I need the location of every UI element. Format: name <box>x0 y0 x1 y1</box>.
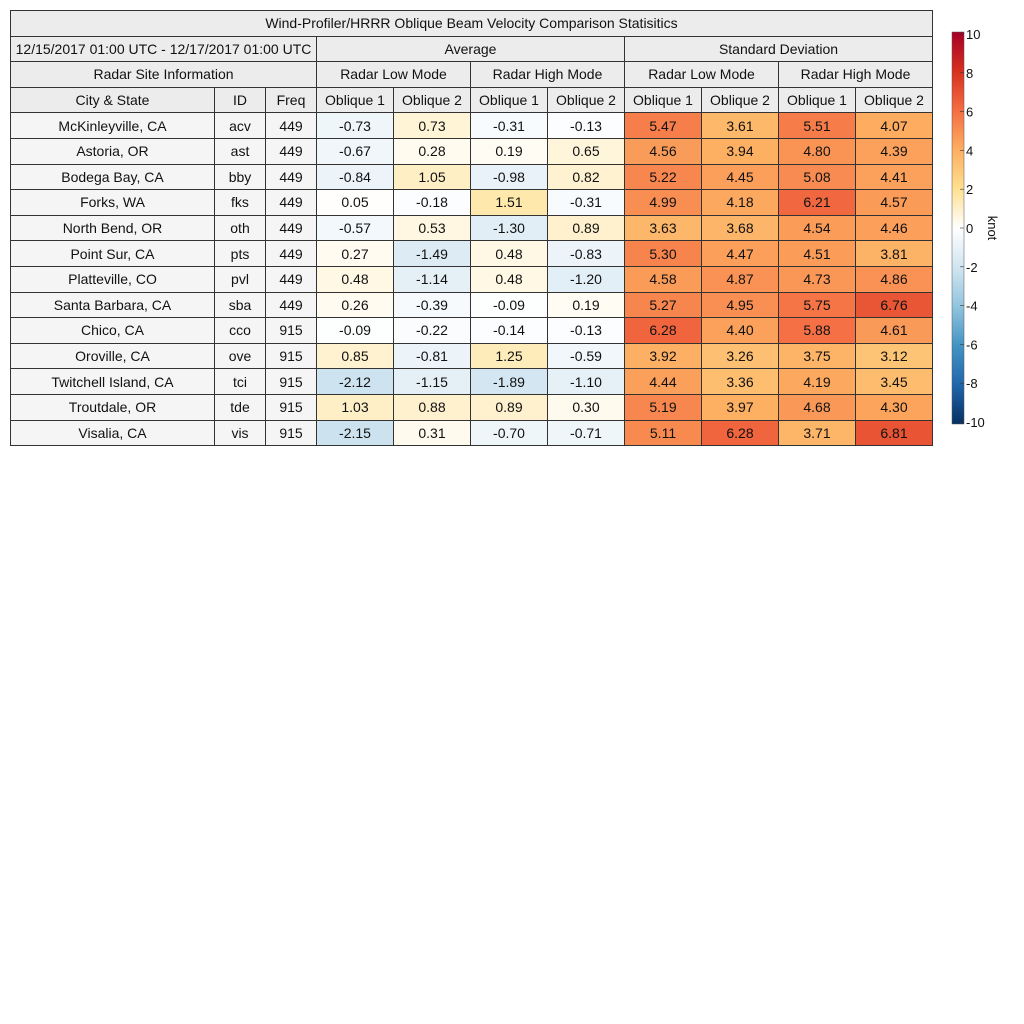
avg-high-oblique-2-value: -0.59 <box>548 343 625 369</box>
sd-low-oblique-2-value: 4.95 <box>702 292 779 318</box>
sd-high-oblique-2-value: 4.07 <box>856 113 933 139</box>
table-row <box>11 241 933 267</box>
city-state-cell: Santa Barbara, CA <box>11 292 215 318</box>
avg-high-oblique-1-value: -0.31 <box>471 113 548 139</box>
sd-low-oblique-2-value: 4.18 <box>702 190 779 216</box>
city-state-cell: North Bend, OR <box>11 215 215 241</box>
table-row <box>11 394 933 420</box>
freq-cell: 449 <box>266 190 317 216</box>
sd-low-oblique-1-value: 5.30 <box>625 241 702 267</box>
city-state-cell: Chico, CA <box>11 318 215 344</box>
sd-high-oblique-1-value: 5.08 <box>779 164 856 190</box>
avg-high-oblique-2-value: 0.82 <box>548 164 625 190</box>
column-header-row <box>11 87 933 113</box>
colorbar-tick-label: 6 <box>966 104 974 120</box>
avg-high-oblique-2-value: -0.13 <box>548 113 625 139</box>
city-state-cell: Bodega Bay, CA <box>11 164 215 190</box>
table-row <box>11 215 933 241</box>
sd-low-oblique-2-value: 3.94 <box>702 138 779 164</box>
city-state-cell: Forks, WA <box>11 190 215 216</box>
avg-high-oblique-2-value: -0.13 <box>548 318 625 344</box>
avg-high-oblique-2-value: 0.89 <box>548 215 625 241</box>
avg-low-oblique-2-value: -0.81 <box>394 343 471 369</box>
sd-low-oblique-2-value: 4.87 <box>702 266 779 292</box>
sd-low-oblique-1-value: 3.63 <box>625 215 702 241</box>
sd-high-oblique-1-value: 6.21 <box>779 190 856 216</box>
period-row <box>11 36 933 62</box>
avg-high-oblique-1-value: -0.09 <box>471 292 548 318</box>
column-header-sd-high-oblique-1: Oblique 1 <box>779 87 856 113</box>
freq-cell: 449 <box>266 292 317 318</box>
avg-low-oblique-2-value: 0.73 <box>394 113 471 139</box>
freq-cell: 915 <box>266 369 317 395</box>
comparison-statistics-table <box>10 10 933 446</box>
freq-cell: 915 <box>266 420 317 446</box>
standard-deviation-header: Standard Deviation <box>625 36 933 62</box>
sd-low-oblique-1-value: 5.19 <box>625 394 702 420</box>
table-row <box>11 190 933 216</box>
sd-low-oblique-1-value: 4.44 <box>625 369 702 395</box>
mode-row <box>11 62 933 88</box>
freq-cell: 915 <box>266 318 317 344</box>
id-cell: pvl <box>215 266 266 292</box>
sd-low-oblique-1-value: 4.58 <box>625 266 702 292</box>
sd-low-oblique-2-value: 3.36 <box>702 369 779 395</box>
table-row <box>11 266 933 292</box>
city-state-cell: Oroville, CA <box>11 343 215 369</box>
colorbar-tick-label: -4 <box>966 298 978 314</box>
id-cell: tde <box>215 394 266 420</box>
avg-low-oblique-2-value: 0.88 <box>394 394 471 420</box>
column-header-id: ID <box>215 87 266 113</box>
column-header-avg-low-oblique-1: Oblique 1 <box>317 87 394 113</box>
avg-low-oblique-1-value: 0.48 <box>317 266 394 292</box>
avg-high-oblique-2-value: 0.19 <box>548 292 625 318</box>
table-row <box>11 343 933 369</box>
id-cell: tci <box>215 369 266 395</box>
avg-high-oblique-1-value: -0.14 <box>471 318 548 344</box>
freq-cell: 449 <box>266 138 317 164</box>
sd-high-oblique-2-value: 6.76 <box>856 292 933 318</box>
id-cell: bby <box>215 164 266 190</box>
stddev-low-mode-header: Radar Low Mode <box>625 62 779 88</box>
title-row <box>11 11 933 37</box>
sd-high-oblique-1-value: 4.68 <box>779 394 856 420</box>
city-state-cell: Twitchell Island, CA <box>11 369 215 395</box>
freq-cell: 449 <box>266 164 317 190</box>
column-header-avg-low-oblique-2: Oblique 2 <box>394 87 471 113</box>
freq-cell: 449 <box>266 113 317 139</box>
city-state-cell: Platteville, CO <box>11 266 215 292</box>
column-header-city-state: City & State <box>11 87 215 113</box>
avg-high-oblique-2-value: 0.65 <box>548 138 625 164</box>
avg-low-oblique-1-value: -0.67 <box>317 138 394 164</box>
avg-high-oblique-1-value: -0.98 <box>471 164 548 190</box>
city-state-cell: Visalia, CA <box>11 420 215 446</box>
colorbar-tick-label: -2 <box>966 259 978 275</box>
avg-low-oblique-2-value: -0.22 <box>394 318 471 344</box>
sd-high-oblique-1-value: 4.51 <box>779 241 856 267</box>
avg-low-oblique-1-value: 0.05 <box>317 190 394 216</box>
column-header-avg-high-oblique-2: Oblique 2 <box>548 87 625 113</box>
average-low-mode-header: Radar Low Mode <box>317 62 471 88</box>
freq-cell: 449 <box>266 241 317 267</box>
colorbar-tick-label: 10 <box>966 27 981 42</box>
avg-low-oblique-1-value: 0.26 <box>317 292 394 318</box>
avg-high-oblique-2-value: -0.83 <box>548 241 625 267</box>
avg-high-oblique-1-value: 0.89 <box>471 394 548 420</box>
id-cell: ove <box>215 343 266 369</box>
column-header-avg-high-oblique-1: Oblique 1 <box>471 87 548 113</box>
sd-high-oblique-1-value: 3.71 <box>779 420 856 446</box>
avg-low-oblique-2-value: 0.53 <box>394 215 471 241</box>
id-cell: sba <box>215 292 266 318</box>
colorbar-tick-label: 8 <box>966 65 974 81</box>
sd-high-oblique-1-value: 5.88 <box>779 318 856 344</box>
sd-high-oblique-2-value: 3.81 <box>856 241 933 267</box>
avg-low-oblique-1-value: -0.84 <box>317 164 394 190</box>
avg-low-oblique-1-value: -0.09 <box>317 318 394 344</box>
city-state-cell: Troutdale, OR <box>11 394 215 420</box>
sd-low-oblique-2-value: 4.45 <box>702 164 779 190</box>
sd-low-oblique-2-value: 4.40 <box>702 318 779 344</box>
table-row <box>11 292 933 318</box>
table-row <box>11 318 933 344</box>
sd-high-oblique-2-value: 4.86 <box>856 266 933 292</box>
stddev-high-mode-header: Radar High Mode <box>779 62 933 88</box>
colorbar-gradient <box>952 32 964 424</box>
avg-low-oblique-1-value: -0.57 <box>317 215 394 241</box>
column-header-sd-low-oblique-1: Oblique 1 <box>625 87 702 113</box>
sd-low-oblique-2-value: 3.97 <box>702 394 779 420</box>
avg-low-oblique-2-value: 0.31 <box>394 420 471 446</box>
avg-low-oblique-1-value: 0.27 <box>317 241 394 267</box>
id-cell: vis <box>215 420 266 446</box>
avg-high-oblique-1-value: 1.25 <box>471 343 548 369</box>
sd-low-oblique-2-value: 3.61 <box>702 113 779 139</box>
sd-low-oblique-2-value: 4.47 <box>702 241 779 267</box>
sd-low-oblique-1-value: 5.47 <box>625 113 702 139</box>
table-row <box>11 138 933 164</box>
avg-high-oblique-2-value: 0.30 <box>548 394 625 420</box>
table-row <box>11 420 933 446</box>
avg-high-oblique-2-value: -1.10 <box>548 369 625 395</box>
colorbar-tick-label: -10 <box>966 415 985 430</box>
avg-high-oblique-2-value: -0.71 <box>548 420 625 446</box>
colorbar-tick-label: 2 <box>966 182 974 198</box>
table-row <box>11 369 933 395</box>
freq-cell: 449 <box>266 266 317 292</box>
colorbar-label: knot <box>985 215 1000 241</box>
average-header: Average <box>317 36 625 62</box>
sd-high-oblique-1-value: 4.73 <box>779 266 856 292</box>
id-cell: cco <box>215 318 266 344</box>
radar-site-info-header: Radar Site Information <box>11 62 317 88</box>
sd-high-oblique-1-value: 4.54 <box>779 215 856 241</box>
sd-low-oblique-1-value: 5.27 <box>625 292 702 318</box>
sd-high-oblique-1-value: 5.75 <box>779 292 856 318</box>
avg-low-oblique-2-value: -0.18 <box>394 190 471 216</box>
avg-high-oblique-1-value: -1.89 <box>471 369 548 395</box>
date-range: 12/15/2017 01:00 UTC - 12/17/2017 01:00 UTC <box>11 36 317 62</box>
avg-low-oblique-1-value: -2.12 <box>317 369 394 395</box>
avg-high-oblique-1-value: 1.51 <box>471 190 548 216</box>
sd-high-oblique-2-value: 4.61 <box>856 318 933 344</box>
avg-high-oblique-1-value: -0.70 <box>471 420 548 446</box>
id-cell: oth <box>215 215 266 241</box>
id-cell: fks <box>215 190 266 216</box>
city-state-cell: McKinleyville, CA <box>11 113 215 139</box>
avg-low-oblique-1-value: 0.85 <box>317 343 394 369</box>
sd-low-oblique-1-value: 4.99 <box>625 190 702 216</box>
id-cell: acv <box>215 113 266 139</box>
sd-high-oblique-2-value: 4.41 <box>856 164 933 190</box>
sd-low-oblique-1-value: 4.56 <box>625 138 702 164</box>
sd-high-oblique-2-value: 4.39 <box>856 138 933 164</box>
freq-cell: 449 <box>266 215 317 241</box>
column-header-sd-high-oblique-2: Oblique 2 <box>856 87 933 113</box>
avg-low-oblique-1-value: 1.03 <box>317 394 394 420</box>
colorbar-tick-label: -6 <box>966 337 978 353</box>
sd-high-oblique-1-value: 4.19 <box>779 369 856 395</box>
sd-low-oblique-1-value: 3.92 <box>625 343 702 369</box>
avg-high-oblique-2-value: -1.20 <box>548 266 625 292</box>
sd-low-oblique-1-value: 6.28 <box>625 318 702 344</box>
column-header-freq: Freq <box>266 87 317 113</box>
sd-high-oblique-2-value: 3.12 <box>856 343 933 369</box>
sd-high-oblique-2-value: 4.30 <box>856 394 933 420</box>
sd-high-oblique-2-value: 4.57 <box>856 190 933 216</box>
table-row <box>11 113 933 139</box>
avg-low-oblique-1-value: -0.73 <box>317 113 394 139</box>
sd-high-oblique-2-value: 6.81 <box>856 420 933 446</box>
colorbar-tick-label: -8 <box>966 376 978 392</box>
avg-high-oblique-1-value: 0.19 <box>471 138 548 164</box>
colorbar-tick-label: 4 <box>966 143 974 159</box>
sd-low-oblique-2-value: 3.68 <box>702 215 779 241</box>
sd-low-oblique-2-value: 3.26 <box>702 343 779 369</box>
avg-high-oblique-1-value: 0.48 <box>471 266 548 292</box>
avg-low-oblique-2-value: -1.14 <box>394 266 471 292</box>
colorbar-tick-label: 0 <box>966 221 974 236</box>
freq-cell: 915 <box>266 394 317 420</box>
avg-high-oblique-1-value: 0.48 <box>471 241 548 267</box>
sd-high-oblique-2-value: 4.46 <box>856 215 933 241</box>
column-header-sd-low-oblique-2: Oblique 2 <box>702 87 779 113</box>
average-high-mode-header: Radar High Mode <box>471 62 625 88</box>
avg-low-oblique-1-value: -2.15 <box>317 420 394 446</box>
avg-high-oblique-2-value: -0.31 <box>548 190 625 216</box>
sd-high-oblique-2-value: 3.45 <box>856 369 933 395</box>
table-row <box>11 164 933 190</box>
sd-high-oblique-1-value: 4.80 <box>779 138 856 164</box>
sd-high-oblique-1-value: 3.75 <box>779 343 856 369</box>
sd-low-oblique-1-value: 5.11 <box>625 420 702 446</box>
avg-low-oblique-2-value: -1.49 <box>394 241 471 267</box>
id-cell: ast <box>215 138 266 164</box>
city-state-cell: Point Sur, CA <box>11 241 215 267</box>
avg-high-oblique-1-value: -1.30 <box>471 215 548 241</box>
sd-high-oblique-1-value: 5.51 <box>779 113 856 139</box>
freq-cell: 915 <box>266 343 317 369</box>
sd-low-oblique-1-value: 5.22 <box>625 164 702 190</box>
avg-low-oblique-2-value: 1.05 <box>394 164 471 190</box>
table-title: Wind-Profiler/HRRR Oblique Beam Velocity Comparison Statisitics <box>11 11 933 37</box>
sd-low-oblique-2-value: 6.28 <box>702 420 779 446</box>
city-state-cell: Astoria, OR <box>11 138 215 164</box>
avg-low-oblique-2-value: 0.28 <box>394 138 471 164</box>
avg-low-oblique-2-value: -0.39 <box>394 292 471 318</box>
avg-low-oblique-2-value: -1.15 <box>394 369 471 395</box>
id-cell: pts <box>215 241 266 267</box>
